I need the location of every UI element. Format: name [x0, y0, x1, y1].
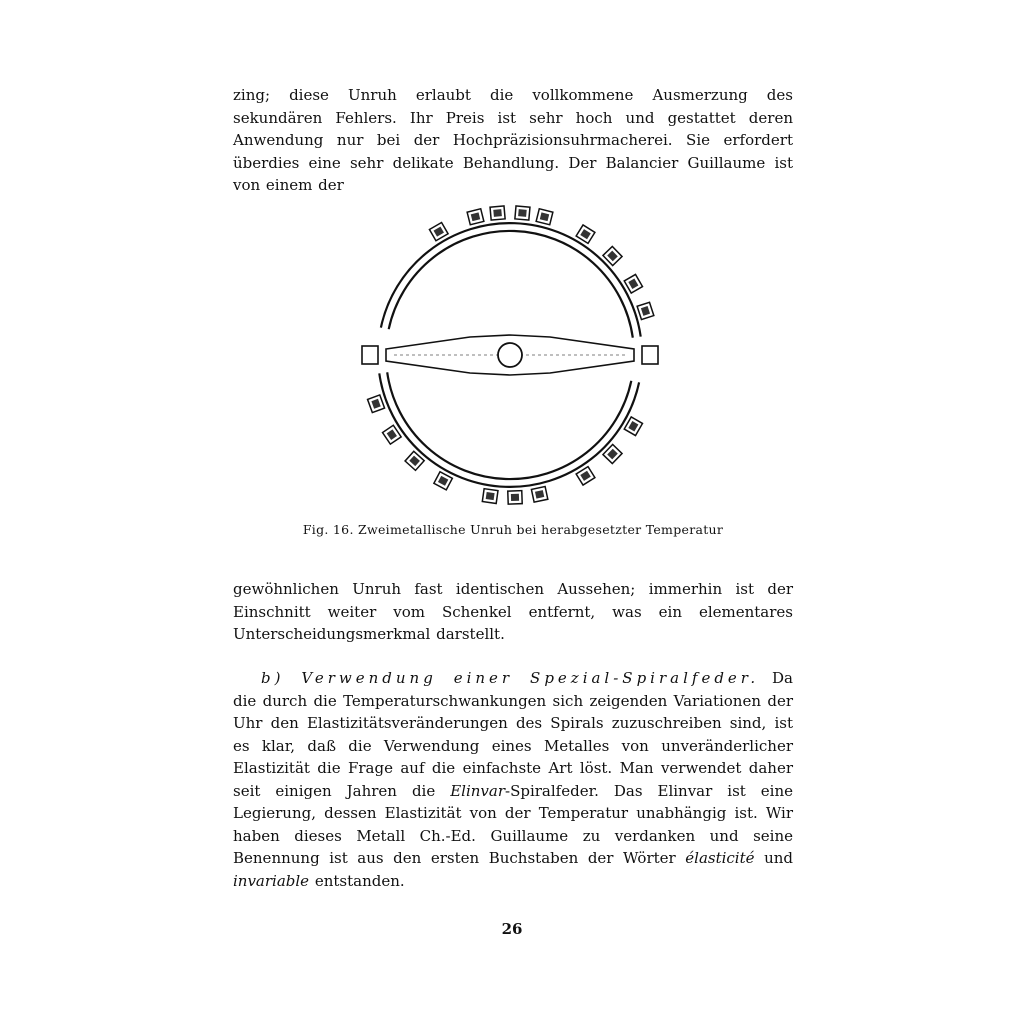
paragraph-middle: gewöhnlichen Unruh fast identischen Aussehen; immerhin ist der Einschnitt weiter vom Schenkel entfernt, was ein elementares Unterscheidungsmerkmal darstellt.	[233, 580, 793, 643]
timing-screw	[508, 491, 522, 504]
word-elasticite: élasticité	[685, 849, 755, 867]
section-heading: b) Verwendung einer Spezial-Spiralfeder.	[261, 669, 760, 687]
rim-outer-arc	[381, 223, 641, 336]
balance-wheel-drawing	[350, 200, 670, 520]
paragraph-text-4: entstanden.	[309, 871, 405, 890]
screw-slot	[511, 494, 519, 501]
page-number: 26	[501, 920, 523, 938]
timing-screw	[536, 209, 553, 225]
timing-screw	[576, 467, 595, 485]
balance-staff	[498, 343, 522, 367]
timing-screw	[482, 489, 498, 504]
timing-screw	[490, 206, 505, 220]
screw-slot	[518, 209, 527, 217]
arm-end-block-left	[362, 346, 378, 364]
rim-inner-arc	[387, 372, 631, 479]
screw-slot	[493, 209, 502, 217]
timing-screw	[467, 209, 484, 225]
word-invariable: invariable	[233, 871, 310, 890]
timing-screw	[624, 274, 642, 293]
timing-screw	[515, 206, 530, 220]
balance-wheel-figure	[350, 200, 670, 520]
paragraph-bottom	[233, 667, 793, 892]
timing-screw	[603, 246, 622, 265]
rim-outer-arc	[379, 373, 639, 486]
timing-screw	[531, 487, 547, 503]
timing-screw	[603, 444, 622, 463]
timing-screw	[576, 225, 595, 243]
screw-slot	[486, 492, 495, 500]
elinvar-term: Elinvar	[450, 781, 506, 800]
figure-caption: Fig. 16. Zweimetallische Unruh bei herabgesetzter Temperatur	[302, 522, 724, 537]
timing-screw	[624, 417, 642, 436]
timing-screw	[637, 302, 654, 319]
paragraph-text-1: Da die durch die Temperaturschwankungen sich zeigenden Variationen der Uhr den Elastizitätsveränderungen des Spirals zuzuschreiben sind, ist es klar, daß die Verwendung eines Metalles von unveränderlicher Elastizität die Frage auf die einfachste Art löst. Man verwendet daher seit einigen Jahren die	[233, 669, 793, 800]
timing-screw	[434, 472, 452, 490]
paragraph-text-2: -Spiralfeder. Das Elinvar ist eine Legierung, dessen Elastizität von der Temperatur unabhängig ist. Wir haben dieses Metall Ch.-Ed. Guillaume zu verdanken und seine Benennung ist aus den ersten Buchstaben der Wörter	[233, 781, 793, 867]
timing-screw	[405, 451, 424, 470]
rim-inner-arc	[389, 231, 633, 338]
paragraph-text-3: und	[754, 849, 793, 867]
paragraph-top: zing; diese Unruh erlaubt die vollkommene Ausmerzung des sekundären Fehlers. Ihr Preis ist sehr hoch und gestattet deren Anwendung nur bei der Hochpräzisionsuhrmacherei. Sie erfordert überdies eine sehr delikate Behandlung. Der Balancier Guillaume ist von einem der	[233, 86, 793, 194]
timing-screw	[383, 425, 402, 444]
timing-screw	[429, 223, 448, 241]
timing-screw	[368, 395, 385, 413]
arm-end-block-right	[642, 346, 658, 364]
